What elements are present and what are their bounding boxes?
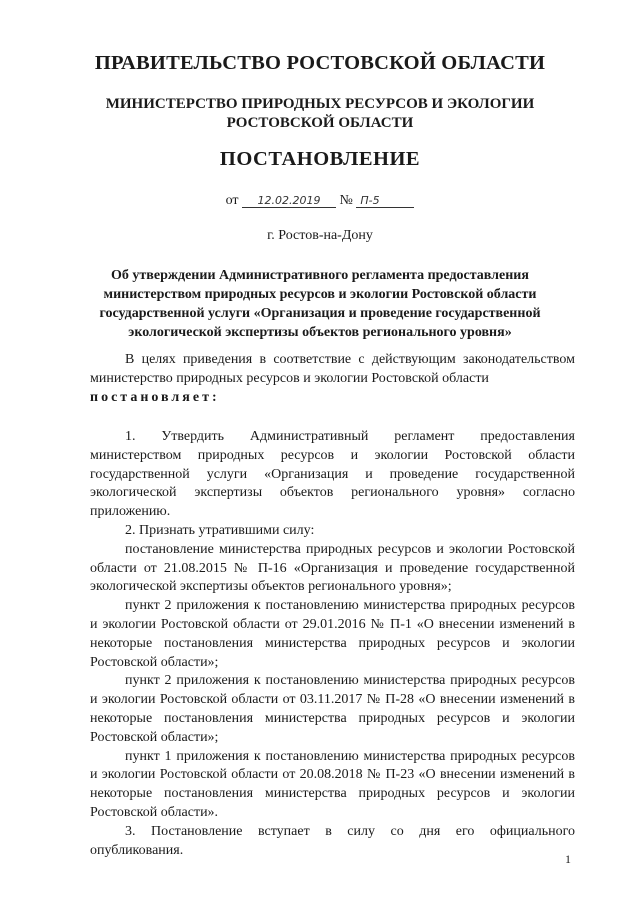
page-number: 1 — [565, 852, 571, 866]
subject-line2: министерством природных ресурсов и экологии Ростовской области — [103, 287, 537, 302]
clauses — [90, 428, 575, 860]
clause-2-item-c: пункт 2 приложения к постановлению министерства природных ресурсов и экологии Ростовской области от 03.11.2017 № П-28 «О внесении изменений в некоторые постановления министерства природных ресурсов и экологии Ростовской области»; — [90, 673, 575, 745]
city: г. Ростов-на-Дону — [267, 228, 373, 243]
ministry-title-line1: МИНИСТЕРСТВО ПРИРОДНЫХ РЕСУРСОВ И ЭКОЛОГИИ — [105, 96, 535, 112]
subject-title — [0, 266, 640, 342]
ministry-title-line2: РОСТОВСКОЙ ОБЛАСТИ — [226, 115, 414, 131]
subject-line4: экологической экспертизы объектов регионального уровня» — [128, 325, 512, 340]
clause-2-item-d: пункт 1 приложения к постановлению министерства природных ресурсов и экологии Ростовской области от 20.08.2018 № П-23 «О внесении изменений в некоторые постановления министерства природных ресурсов и экологии Ростовской области». — [90, 748, 575, 820]
clause-1: 1. Утвердить Административный регламент предоставления министерством природных ресурсов и экологии Ростовской области государственной услуги «Организация и проведение государственной экологической экспертизы объектов регионального уровня» согласно приложению. — [90, 429, 575, 520]
preamble — [90, 351, 575, 407]
dateline — [0, 193, 640, 209]
clause-2: 2. Признать утратившими силу: — [125, 522, 315, 538]
subject-line3: государственной услуги «Организация и проведение государственной — [99, 306, 541, 321]
preamble-text: В целях приведения в соответствие с действующим законодательством министерство природных ресурсов и экологии Ростовской области — [90, 352, 575, 386]
clause-3: 3. Постановление вступает в силу со дня его официального опубликования. — [90, 823, 575, 858]
government-title: ПРАВИТЕЛЬСТВО РОСТОВСКОЙ ОБЛАСТИ — [94, 52, 546, 74]
date-handwritten: 12.02.2019 — [242, 195, 336, 208]
ministry-title — [0, 95, 640, 133]
clause-2-item-a: постановление министерства природных ресурсов и экологии Ростовской области от 21.08.2015 № П-16 «Организация и проведение государственной экологической экспертизы объектов регионального уровня»; — [90, 541, 575, 595]
number-label: № — [339, 193, 353, 208]
preamble-decides: постановляет: — [90, 389, 220, 405]
date-label: от — [225, 193, 239, 208]
clause-2-item-b: пункт 2 приложения к постановлению министерства природных ресурсов и экологии Ростовской области от 29.01.2016 № П-1 «О внесении изменений в некоторые постановления министерства природных ресурсов и экологии Ростовской области»; — [90, 598, 575, 670]
subject-line1: Об утверждении Административного регламента предоставления — [111, 268, 529, 283]
number-handwritten: П-5 — [356, 195, 414, 208]
document-type: ПОСТАНОВЛЕНИЕ — [219, 148, 421, 170]
